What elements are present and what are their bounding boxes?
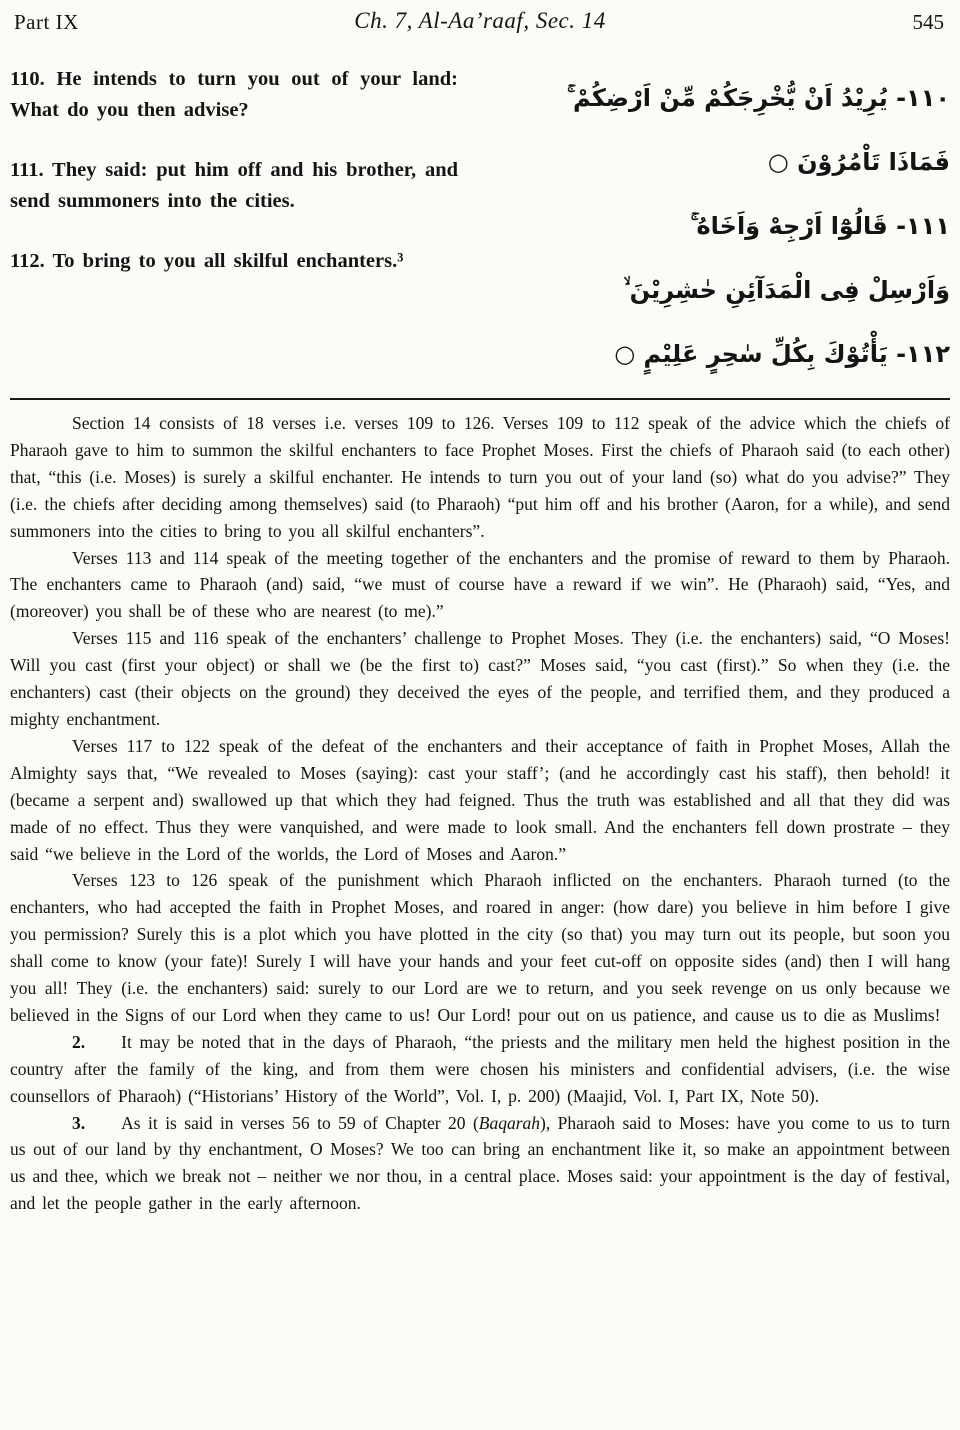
commentary [10,410,950,1217]
commentary-paragraph [10,733,950,868]
commentary-text: Verses 123 to 126 speak of the punishment which Pharaoh inflicted on the enchanters. Pharaoh turned (to the enchanters, who had accepted the faith in Prophet Moses, and roared in anger: (how dare) you believe in him before I give you permission? Surely this is a plot which you have plotted in the city (so that) you may turn out its people, but soon you shall come to know (your fate)! Surely I will have your hands and your feet cut-off on opposite sides (and) then I will hang you all! They (i.e. the enchanters) said: surely to our Lord are we to return, and you seek revenge on us only because we believed in the Signs of our Lord when they came to us! Our Lord! pour out on us patience, and cause us to die as Muslims! [10,870,950,1025]
arabic-column [458,64,950,386]
commentary-text: As it is said in verses 56 to 59 of Chapter 20 ( [121,1112,479,1133]
commentary-paragraph [10,625,950,733]
note-number: 3. [72,1112,86,1133]
commentary-text: Verses 115 and 116 speak of the enchanters’ challenge to Prophet Moses. They (i.e. the enchanters) said, “O Moses! Will you cast (first your object) or shall we (be the first to) cast?” Moses said, “you cast (first).” So when they (i.e. the enchanters) cast (their objects on the ground) they deceived the eyes of the people, and terrified them, and they produced a mighty enchantment. [10,628,950,729]
part-label: Part IX [14,10,79,34]
verse-english: 112. To bring to you all skilful enchanters.³ [10,250,404,272]
commentary-paragraph [10,867,950,1028]
commentary-text: Verses 113 and 114 speak of the meeting together of the enchanters and the promise of reward to them by Pharaoh. The enchanters came to Pharaoh (and) said, “we must of course have a reward if we win”. He (Pharaoh) said, “Yes, and (moreover) you shall be of these who are nearest (to me).” [10,547,950,622]
verse-arabic-line: فَمَاذَا تَاْمُرُوْنَ ○ [767,148,950,176]
page-number: 545 [912,10,944,34]
note-number: 2. [72,1031,86,1052]
verse-arabic-line: ١١٠- يُرِيْدُ اَنْ يُّخْرِجَكُمْ مِّنْ اَرْضِكُمْ ۚ [567,84,950,112]
section-divider [10,398,950,400]
commentary-paragraph [10,410,950,545]
verse-arabic-line: ١١١- قَالُوْٓا اَرْجِهْ وَاَخَاهُ ۚ [690,212,950,240]
commentary-text-italic: Baqarah [478,1112,541,1133]
commentary-text: ), Pharaoh said to Moses: have you come to us to turn us out of our land by thy enchantment, O Moses? We too can bring an enchantment like it, so make an appointment between us and thee, which we break not – neither we nor thou, in a central place. Moses said: your appointment is the day of festival, and let the people gather in the early afternoon. [10,1112,950,1214]
commentary-text: It may be noted that in the days of Pharaoh, “the priests and the military men held the highest position in the country after the family of the king, and from them were chosen his ministers and confidential advisers, (i.e. the wise counsellors of Pharaoh) (“Historians’ History of the World”, Vol. I, p. 200) (Maajid, Vol. I, Part IX, Note 50). [10,1031,950,1106]
verse-english: 110. He intends to turn you out of your land: What do you then advise? [10,68,458,121]
commentary-text: Section 14 consists of 18 verses i.e. verses 109 to 126. Verses 109 to 112 speak of the advice which the chiefs of Pharaoh gave to him to summon the skilful enchanters to face Prophet Moses. First the chiefs of Pharaoh said (to each other) that, “this (i.e. Moses) is surely a skilful enchanter. He intends to turn you out of your land (so) what do you advise?” They (i.e. the chiefs after deciding among themselves) said (to Pharaoh) “put him off and his brother (Aaron, for a while), and send summoners into the cities to bring to you all skilful enchanters”. [10,413,950,541]
commentary-paragraph [10,1110,950,1218]
verse-arabic-line: وَاَرْسِلْ فِى الْمَدَآئِنِ حٰشِرِيْنَ ۙ [623,276,950,304]
commentary-paragraph [10,1029,950,1110]
page-header [10,8,950,42]
chapter-title: Ch. 7, Al-Aa’raaf, Sec. 14 [354,8,606,33]
verse-arabic-line: ١١٢- يَأْتُوْكَ بِكُلِّ سٰحِرٍ عَلِيْمٍ ○ [614,340,950,368]
english-verses [10,64,458,386]
verses-section [10,64,950,386]
commentary-text: Verses 117 to 122 speak of the defeat of the enchanters and their acceptance of faith in Prophet Moses, Allah the Almighty says that, “We revealed to Moses (saying): cast your staff’; (and he accordingly cast his staff), then behold! it (became a serpent and) swallowed up that which they had feigned. Thus the truth was established and all that they did was made of no effect. Thus they were vanquished, and were made to look small. And the enchanters fell down prostrate – they said “we believe in the Lord of the worlds, the Lord of Moses and Aaron.” [10,735,950,864]
verse-english: 111. They said: put him off and his brother, and send summoners into the cities. [10,159,458,212]
commentary-paragraph [10,545,950,626]
